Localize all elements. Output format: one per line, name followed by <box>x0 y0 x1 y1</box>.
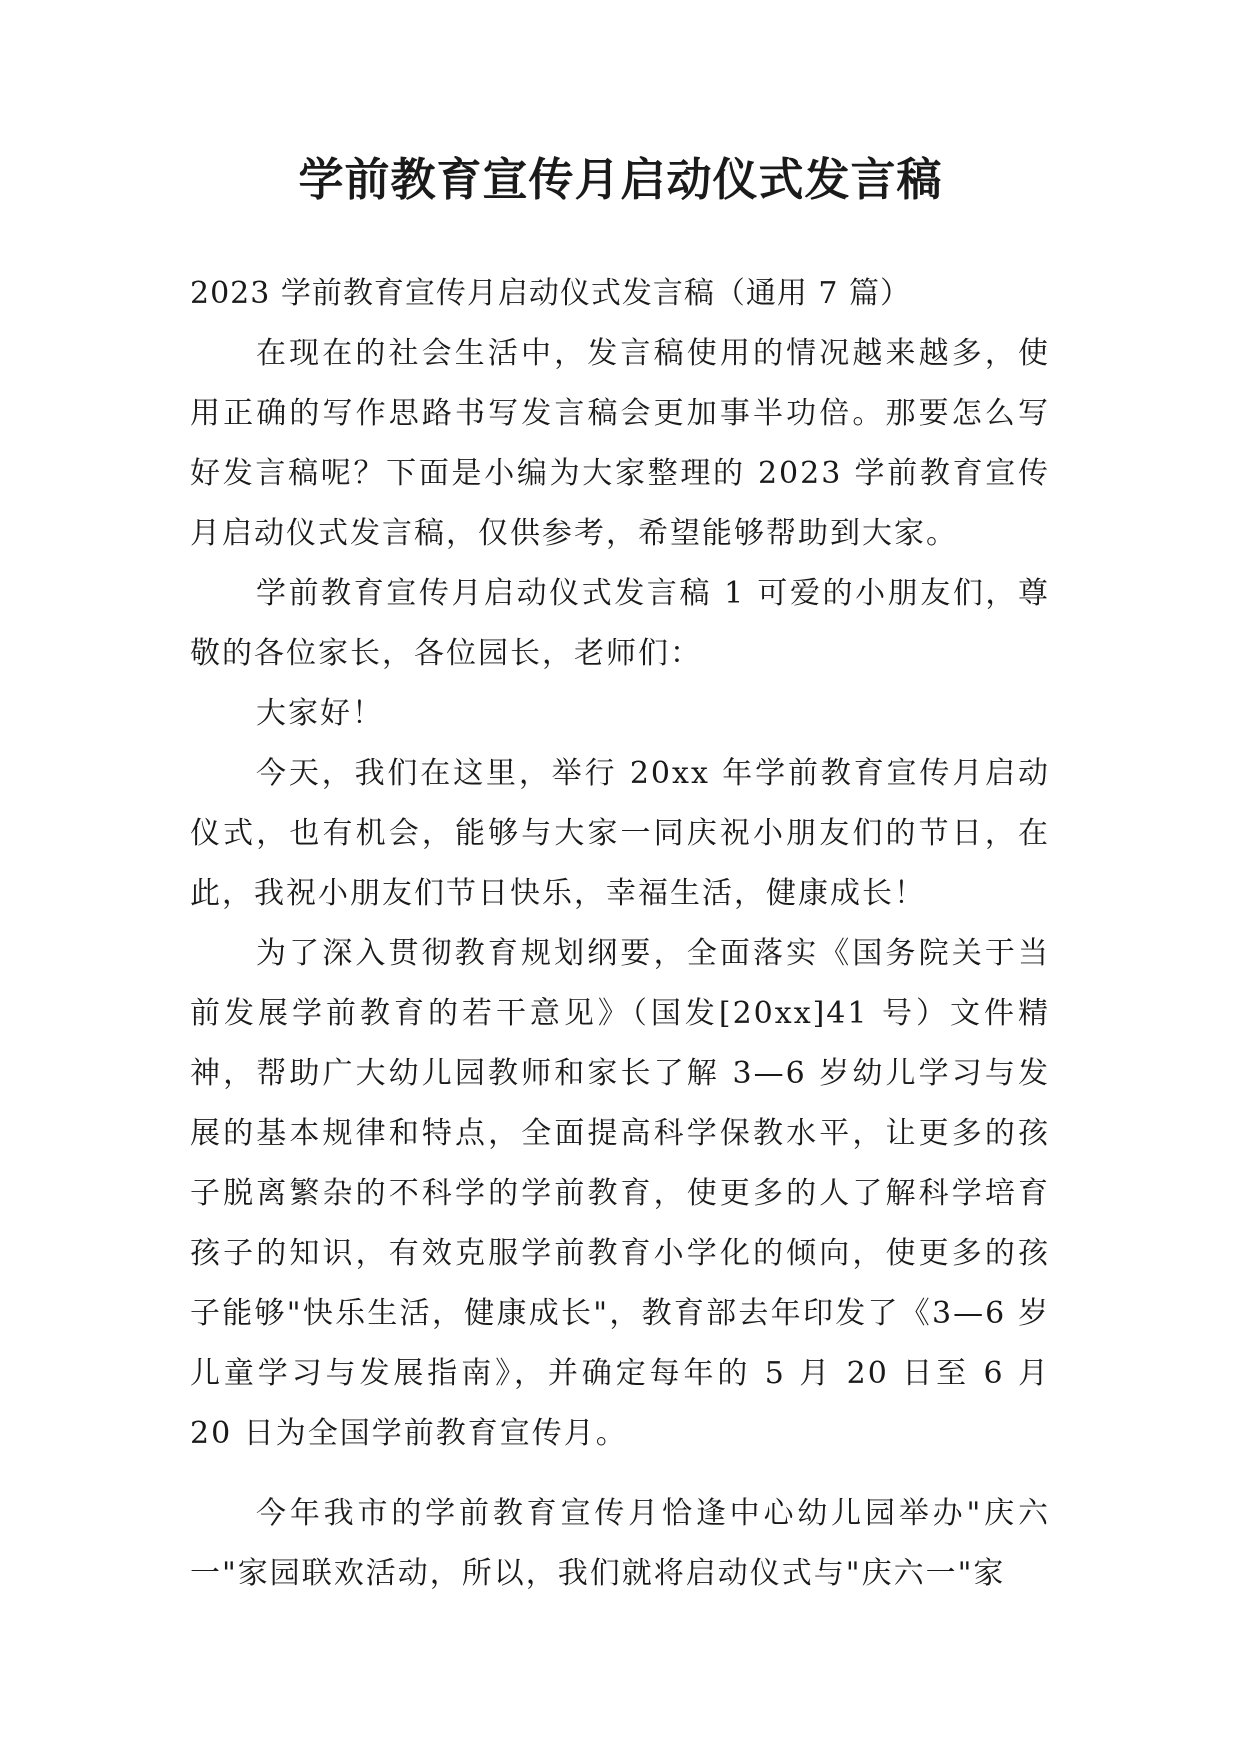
document-subtitle: 2023 学前教育宣传月启动仪式发言稿（通用 7 篇） <box>190 276 912 311</box>
paragraph-event: 今年我市的学前教育宣传月恰逢中心幼儿园举办"庆六一"家园联欢活动，所以，我们就将启动仪式与"庆六一"家 <box>190 1496 1050 1591</box>
paragraph-greeting: 大家好！ <box>256 696 384 731</box>
paragraph-intro: 在现在的社会生活中，发言稿使用的情况越来越多，使用正确的写作思路书写发言稿会更加事半功倍。那要怎么写好发言稿呢？下面是小编为大家整理的 2023 学前教育宣传月启动仪式发言稿，仅供参考，希望能够帮助到大家。 <box>190 336 1050 551</box>
document-title: 学前教育宣传月启动仪式发言稿 <box>298 153 943 206</box>
document-body <box>190 264 1050 1604</box>
paragraph-background: 为了深入贯彻教育规划纲要，全面落实《国务院关于当前发展学前教育的若干意见》（国发[20xx]41 号）文件精神，帮助广大幼儿园教师和家长了解 3—6 岁幼儿学习与发展的基本规律和特点，全面提高科学保教水平，让更多的孩子脱离繁杂的不科学的学前教育，使更多的人了解科学培育孩子的知识，有效克服学前教育小学化的倾向，使更多的孩子能够"快乐生活，健康成长"，教育部去年印发了《3—6 岁儿童学习与发展指南》，并确定每年的 5 月 20 日至 6 月 20 日为全国学前教育宣传月。 <box>190 936 1050 1451</box>
paragraph-salutation: 学前教育宣传月启动仪式发言稿 1 可爱的小朋友们，尊敬的各位家长，各位园长，老师们： <box>190 576 1050 671</box>
paragraph-opening: 今天，我们在这里，举行 20xx 年学前教育宣传月启动仪式，也有机会，能够与大家一同庆祝小朋友们的节日，在此，我祝小朋友们节日快乐，幸福生活，健康成长！ <box>190 756 1050 911</box>
